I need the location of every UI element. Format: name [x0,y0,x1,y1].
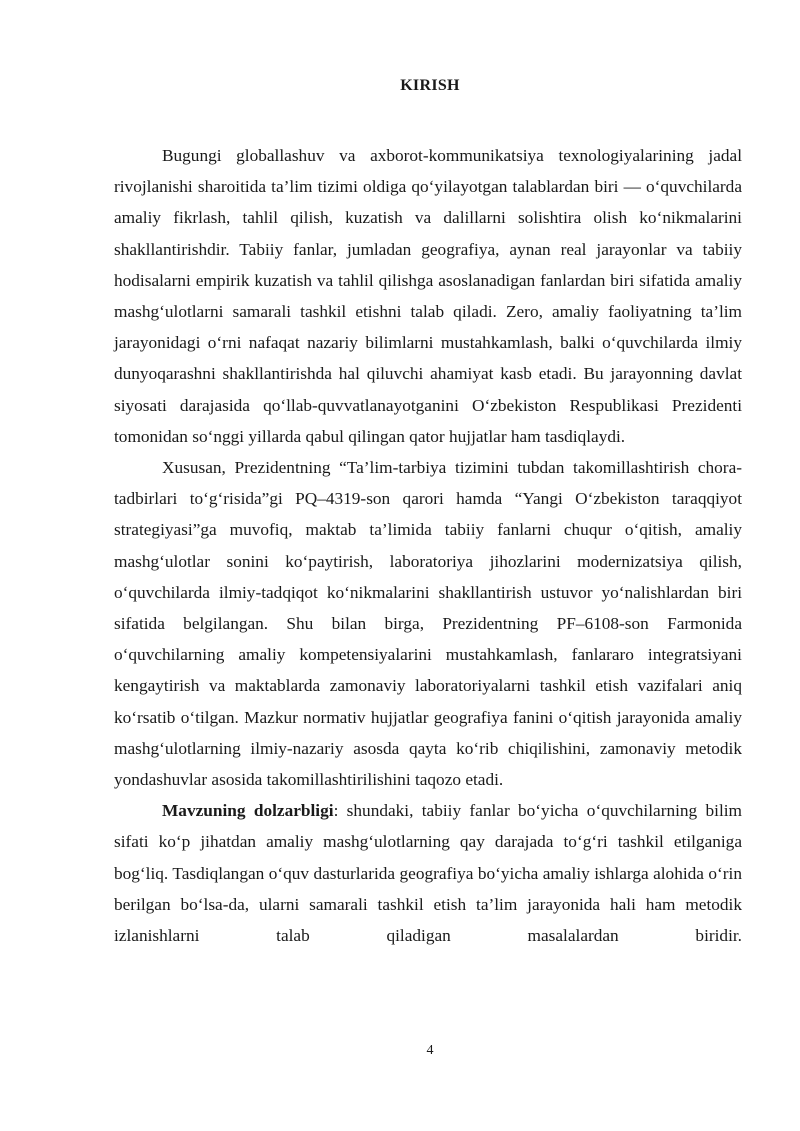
relevance-heading: Mavzuning dolzarbligi [162,801,334,821]
paragraph-intro-text: Bugungi globallashuv va axborot-kommunikatsiya texnologiyalarining jadal rivojlanishi sharoitida ta’lim tizimi oldiga qo‘yilayotgan talablardan biri — o‘quvchilarda amaliy fikrlash, tahlil qilish, kuzatish va dalillarni solishtira olish ko‘nikmalarini shakllantirishdir. Tabiiy fanlar, jumladan geografiya, aynan real jarayonlar va tabiiy hodisalarni empirik kuzatish va tahlil qilishga asoslanadigan fanlardan biri sifatida amaliy mashg‘ulotlarni samarali tashkil etishni talab qiladi. Zero, amaliy faoliyatning ta’lim jarayonidagi o‘rni nafaqat nazariy bilimlarni mustahkamlash, balki o‘quvchilarda ilmiy dunyoqarashni shakllantirishda hal qiluvchi ahamiyat kasb etadi. Bu jarayonning davlat siyosati darajasida qo‘llab-quvvatlanayotganini O‘zbekiston Respublikasi Prezidenti tomonidan so‘nggi yillarda qabul qilingan qator hujjatlar ham tasdiqlaydi. [114,146,742,446]
paragraph-decrees-text: Xususan, Prezidentning “Ta’lim-tarbiya tizimini tubdan takomillashtirish chora-tadbirlari to‘g‘risida”gi PQ–4319-son qarori hamda “Yangi O‘zbekiston taraqqiyot strategiyasi”ga muvofiq, maktab ta’limida tabiiy fanlarni chuqur o‘qitish, amaliy mashg‘ulotlar sonini ko‘paytirish, laboratoriya jihozlarini modernizatsiya qilish, o‘quvchilarda ilmiy-tadqiqot ko‘nikmalarini shakllantirish ustuvor yo‘nalishlardan biri sifatida belgilangan. Shu bilan birga, Prezidentning PF–6108-son Farmonida o‘quvchilarning amaliy kompetensiyalarini mustahkamlash, fanlararo integratsiyani kengaytirish va maktablarda zamonaviy laboratoriyalarni tashkil etish vazifalari aniq ko‘rsatib o‘tilgan. Mazkur normativ hujjatlar geografiya fanini o‘qitish jarayonida amaliy mashg‘ulotlarning ilmiy-nazariy asosda qayta ko‘rib chiqilishini, zamonaviy metodik yondashuvlar asosida takomillashtirilishini taqozo etadi. [114,458,742,790]
paragraph-intro [114,140,742,452]
section-title: KIRISH [400,77,460,94]
body-text [114,140,742,951]
paragraph-relevance-text: : shundaki, tabiiy fanlar bo‘yicha o‘quvchilarning bilim sifati ko‘p jihatdan amaliy mashg‘ulotlarning qay darajada to‘g‘ri tashkil etilganiga bog‘liq. Tasdiqlangan o‘quv dasturlarida geografiya bo‘yicha amaliy ishlarga alohida o‘rin berilgan bo‘lsa-da, ularni samarali tashkil etish ta’lim jarayonida hali ham metodik izlanishlarni talab qiladigan masalalardan biridir. [114,801,742,946]
paragraph-relevance [114,795,742,951]
paragraph-decrees [114,452,742,795]
page-number: 4 [426,1043,434,1058]
